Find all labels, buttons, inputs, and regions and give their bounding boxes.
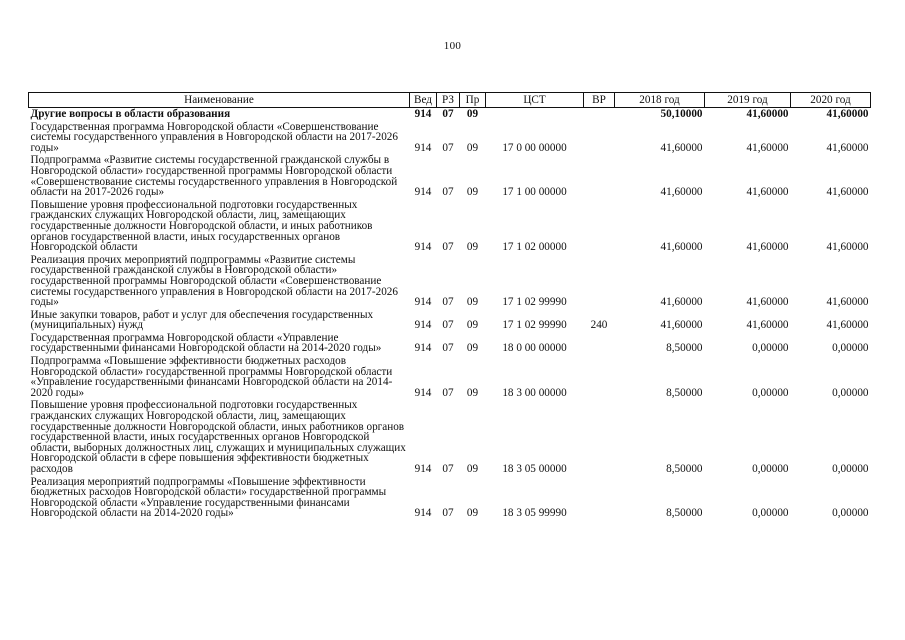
row-pr: 09 xyxy=(466,342,479,355)
row-value-2018: 41,60000 xyxy=(660,296,703,309)
row-value-2018: 41,60000 xyxy=(660,186,703,199)
row-cst: 17 1 02 00000 xyxy=(502,241,567,254)
row-rz: 07 xyxy=(442,319,454,332)
row-value-2019: 41,60000 xyxy=(746,186,789,199)
row-pr: 09 xyxy=(466,463,479,475)
column-header-ved: Вед xyxy=(410,93,437,108)
row-value-2020: 41,60000 xyxy=(826,319,869,332)
row-value-2019: 41,60000 xyxy=(746,241,789,254)
row-cst xyxy=(486,108,584,121)
row-value-2018: 8,50000 xyxy=(666,463,703,475)
column-header-rz: РЗ xyxy=(437,93,460,108)
row-value-2018: 41,60000 xyxy=(660,241,703,254)
row-name: Подпрограмма «Повышение эффективности бюджетных расходов Новгородской области» государственной программы Новгородской области «Управление государственными финансами Новгородской области на 2014-2020 годы» xyxy=(30,355,393,399)
row-value-2018: 8,50000 xyxy=(666,342,703,355)
row-cst: 17 1 00 00000 xyxy=(502,186,567,199)
row-ved: 914 xyxy=(414,319,432,332)
row-rz: 07 xyxy=(442,186,454,199)
row-cst: 18 3 05 00000 xyxy=(502,463,567,475)
row-ved: 914 xyxy=(414,108,432,120)
row-vr xyxy=(584,332,615,355)
row-vr xyxy=(584,121,615,155)
column-header-cst: ЦСТ xyxy=(486,93,584,108)
row-ved: 914 xyxy=(414,296,432,309)
row-ved: 914 xyxy=(414,463,432,475)
row-vr xyxy=(584,199,615,254)
row-name: Иные закупки товаров, работ и услуг для обеспечения государственных (муниципальных) нужд xyxy=(30,308,374,332)
row-cst: 18 3 05 99990 xyxy=(502,507,567,520)
row-name: Государственная программа Новгородской области «Совершенствование системы государственного управления в Новгородской области на 2017-2026 годы» xyxy=(30,120,398,154)
table-row xyxy=(29,355,871,399)
row-rz: 07 xyxy=(442,296,454,309)
row-value-2020: 41,60000 xyxy=(826,108,869,120)
row-name: Повышение уровня профессиональной подготовки государственных гражданских служащих Новгородской области, лиц, замещающих государственные должности Новгородской области, и иных работников органов государственной власти, иных государственных органов Новгородской области xyxy=(30,198,373,254)
row-name: Повышение уровня профессиональной подготовки государственных гражданских служащих Новгородской области, лиц, замещающих государственные должности Новгородской области, иных работников органов государственной власти, иных государственных органов Новгородской области, выборных должностных лиц, служащих и муниципальных служащих Новгородской области в сфере повышения эффективности бюджетных расходов xyxy=(30,399,406,475)
row-cst: 18 0 00 00000 xyxy=(502,342,567,355)
row-name: Другие вопросы в области образования xyxy=(30,108,231,120)
table-row xyxy=(29,199,871,254)
row-name: Реализация прочих мероприятий подпрограммы «Развитие системы государственной гражданской службы в Новгородской области» государственной программы Новгородской области «Совершенствование системы государственного управления в Новгородской области на 2017-2026 годы» xyxy=(30,253,398,309)
table-row xyxy=(29,399,871,475)
row-cst: 17 1 02 99990 xyxy=(502,296,567,309)
row-value-2020: 41,60000 xyxy=(826,296,869,309)
row-ved: 914 xyxy=(414,386,432,399)
row-value-2020: 0,00000 xyxy=(832,386,869,399)
row-ved: 914 xyxy=(414,141,432,154)
row-rz: 07 xyxy=(442,342,454,355)
row-value-2018: 41,60000 xyxy=(660,141,703,154)
row-value-2019: 0,00000 xyxy=(752,342,789,355)
row-rz: 07 xyxy=(442,386,454,399)
row-value-2020: 0,00000 xyxy=(832,463,869,475)
row-vr xyxy=(584,254,615,309)
row-value-2018: 41,60000 xyxy=(660,319,703,332)
row-ved: 914 xyxy=(414,241,432,254)
row-ved: 914 xyxy=(414,342,432,355)
budget-table xyxy=(28,92,871,520)
row-rz: 07 xyxy=(442,241,454,254)
row-pr: 09 xyxy=(466,386,479,399)
row-value-2020: 41,60000 xyxy=(826,186,869,199)
table-row xyxy=(29,309,871,332)
row-value-2018: 8,50000 xyxy=(666,386,703,399)
row-pr: 09 xyxy=(466,319,479,332)
row-name: Подпрограмма «Развитие системы государственной гражданской службы в Новгородской области» государственной программы Новгородской области «Совершенствование системы государственного управления в Новгородской области на 2017-2026 годы» xyxy=(30,154,398,199)
column-header-name: Наименование xyxy=(29,93,410,108)
row-rz: 07 xyxy=(442,463,454,475)
row-pr: 09 xyxy=(466,108,479,120)
table-header-row xyxy=(29,93,871,108)
row-value-2018: 8,50000 xyxy=(666,507,703,520)
row-value-2019: 41,60000 xyxy=(746,319,789,332)
row-vr xyxy=(584,355,615,399)
column-header-pr: Пр xyxy=(460,93,486,108)
row-cst: 17 0 00 00000 xyxy=(502,141,567,154)
table-row xyxy=(29,476,871,520)
row-pr: 09 xyxy=(466,507,479,520)
row-pr: 09 xyxy=(466,141,479,154)
table-row-section-total xyxy=(29,108,871,121)
row-pr: 09 xyxy=(466,296,479,309)
row-name: Государственная программа Новгородской области «Управление государственными финансами Новгородской области на 2014-2020 годы» xyxy=(30,331,382,355)
page-number: 100 xyxy=(443,40,462,52)
row-ved: 914 xyxy=(414,186,432,199)
table-row xyxy=(29,332,871,355)
row-value-2019: 0,00000 xyxy=(752,386,789,399)
row-rz: 07 xyxy=(442,507,454,520)
row-rz: 07 xyxy=(442,108,454,120)
table-row xyxy=(29,254,871,309)
row-value-2019: 0,00000 xyxy=(752,463,789,475)
row-value-2019: 41,60000 xyxy=(746,108,789,120)
row-value-2020: 41,60000 xyxy=(826,241,869,254)
row-value-2019: 0,00000 xyxy=(752,507,789,520)
column-header-2020: 2020 год xyxy=(791,93,871,108)
row-value-2019: 41,60000 xyxy=(746,296,789,309)
row-name: Реализация мероприятий подпрограммы «Повышение эффективности бюджетных расходов Новгородской области» государственной программы Новгородской области «Управление государственными финансами Новгородской области на 2014-2020 годы» xyxy=(30,475,387,520)
row-pr: 09 xyxy=(466,186,479,199)
row-value-2020: 0,00000 xyxy=(832,342,869,355)
table-row xyxy=(29,154,871,198)
row-value-2018: 50,10000 xyxy=(660,108,703,120)
row-pr: 09 xyxy=(466,241,479,254)
row-vr xyxy=(584,476,615,520)
row-value-2019: 41,60000 xyxy=(746,141,789,154)
row-vr xyxy=(584,108,615,121)
table-row xyxy=(29,121,871,155)
column-header-2018: 2018 год xyxy=(615,93,705,108)
row-vr xyxy=(584,399,615,475)
row-cst: 17 1 02 99990 xyxy=(502,319,567,332)
row-rz: 07 xyxy=(442,141,454,154)
row-value-2020: 0,00000 xyxy=(832,507,869,520)
row-vr: 240 xyxy=(590,319,608,332)
row-ved: 914 xyxy=(414,507,432,520)
column-header-vr: ВР xyxy=(584,93,615,108)
row-cst: 18 3 00 00000 xyxy=(502,386,567,399)
row-value-2020: 41,60000 xyxy=(826,141,869,154)
column-header-2019: 2019 год xyxy=(705,93,791,108)
row-vr xyxy=(584,154,615,198)
